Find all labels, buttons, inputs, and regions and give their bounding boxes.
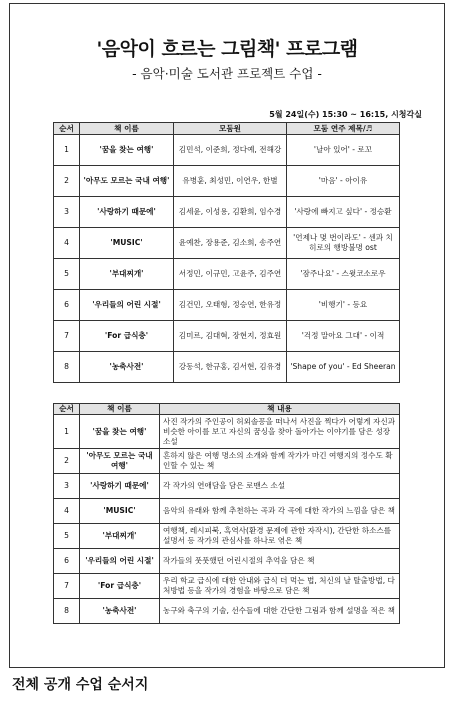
header-song: 모둠 연주 제목/♬ xyxy=(287,123,400,135)
table-header-row xyxy=(54,404,400,415)
order-cell: 2 xyxy=(54,166,80,197)
order-cell: 5 xyxy=(54,259,80,290)
table-row xyxy=(54,574,400,599)
table-row xyxy=(54,321,400,352)
book-cell: 'MUSIC' xyxy=(80,228,174,259)
members-cell: 강동석, 한규홍, 김서현, 김유경 xyxy=(174,352,287,383)
book-cell: '부대찌개' xyxy=(80,259,174,290)
order-cell: 8 xyxy=(54,599,80,624)
table-row xyxy=(54,599,400,624)
book-cell: '사랑하기 때문에' xyxy=(80,197,174,228)
order-cell: 5 xyxy=(54,524,80,549)
table-row xyxy=(54,499,400,524)
table-row xyxy=(54,449,400,474)
description-cell: 작가들의 풋풋했던 어린시절의 추억을 담은 책 xyxy=(160,549,400,574)
order-cell: 7 xyxy=(54,321,80,352)
order-cell: 6 xyxy=(54,290,80,321)
order-cell: 4 xyxy=(54,228,80,259)
header-book: 책 이름 xyxy=(80,404,160,415)
table-row xyxy=(54,415,400,449)
book-cell: '농축사전' xyxy=(80,352,174,383)
book-cell: '꿈을 찾는 여행' xyxy=(80,415,160,449)
table-row xyxy=(54,259,400,290)
order-cell: 3 xyxy=(54,474,80,499)
table-header-row xyxy=(54,123,400,135)
order-cell: 2 xyxy=(54,449,80,474)
book-cell: 'MUSIC' xyxy=(80,499,160,524)
header-content: 책 내용 xyxy=(160,404,400,415)
book-cell: '사랑하기 때문에' xyxy=(80,474,160,499)
table-row xyxy=(54,524,400,549)
description-cell: 음악의 유래와 함께 추천하는 곡과 각 곡에 대한 작가의 느낌을 담은 책 xyxy=(160,499,400,524)
order-cell: 8 xyxy=(54,352,80,383)
song-cell: 'Shape of you' - Ed Sheeran xyxy=(287,352,400,383)
performance-table xyxy=(53,122,400,383)
header-order: 순서 xyxy=(54,404,80,415)
book-cell: 'For 급식충' xyxy=(80,574,160,599)
schedule-meta: 5월 24일(수) 15:30 ~ 16:15, 시청각실 xyxy=(269,110,422,119)
description-cell: 여행책, 레시피북, 흑역사(환경 문제에 관한 자작시), 간단한 하소스를 설명서 등 작가의 관심사를 하나로 엮은 책 xyxy=(160,524,400,549)
order-cell: 4 xyxy=(54,499,80,524)
members-cell: 유병훈, 최성민, 이연우, 한별 xyxy=(174,166,287,197)
table-row xyxy=(54,549,400,574)
header-members: 모둠원 xyxy=(174,123,287,135)
book-cell: '농축사전' xyxy=(80,599,160,624)
members-cell: 윤예찬, 장용준, 김소희, 송주연 xyxy=(174,228,287,259)
book-cell: '아무도 모르는 국내 여행' xyxy=(80,449,160,474)
description-cell: 사진 작가의 주인공이 허외솔꽁을 떠나서 사진을 찍다가 어렇게 자신과 비슷한 아이를 보고 자신의 꿈싱을 찾아 돌아가는 이야기를 담은 성장소설 xyxy=(160,415,400,449)
image-caption: 전체 공개 수업 순서지 xyxy=(12,677,149,693)
order-cell: 6 xyxy=(54,549,80,574)
table-row xyxy=(54,135,400,166)
song-cell: '마음' - 아이유 xyxy=(287,166,400,197)
song-cell: '걱정 말아요 그대' - 이적 xyxy=(287,321,400,352)
description-cell: 농구와 축구의 기술, 선수들에 대한 간단한 그림과 함께 설명을 적은 책 xyxy=(160,599,400,624)
table-row xyxy=(54,166,400,197)
song-cell: '사랑에 빠지고 싶다' - 정승환 xyxy=(287,197,400,228)
header-book: 책 이름 xyxy=(80,123,174,135)
book-cell: 'For 급식충' xyxy=(80,321,174,352)
table-row xyxy=(54,197,400,228)
book-cell: '우리들의 어린 시절' xyxy=(80,290,174,321)
order-cell: 3 xyxy=(54,197,80,228)
book-cell: '아무도 모르는 국내 여행' xyxy=(80,166,174,197)
members-cell: 김건민, 오태형, 정승연, 한유정 xyxy=(174,290,287,321)
table-row xyxy=(54,474,400,499)
song-cell: '언제나 몇 번이라도' - 센과 치히로의 행방불명 ost xyxy=(287,228,400,259)
table-row xyxy=(54,290,400,321)
members-cell: 김세윤, 이성용, 김환희, 임수경 xyxy=(174,197,287,228)
members-cell: 서정민, 이규민, 고윤주, 김주연 xyxy=(174,259,287,290)
song-cell: '날아 있어' - 로꼬 xyxy=(287,135,400,166)
book-cell: '부대찌개' xyxy=(80,524,160,549)
description-cell: 흔하지 않은 여행 명소의 소개와 함께 작가가 마긴 여행지의 정수도 확인할 수 있는 책 xyxy=(160,449,400,474)
book-cell: '우리들의 어린 시절' xyxy=(80,549,160,574)
page-title: '음악이 흐르는 그림책' 프로그램 xyxy=(96,38,358,60)
order-cell: 1 xyxy=(54,135,80,166)
members-cell: 김미르, 김대혁, 장현지, 정효원 xyxy=(174,321,287,352)
description-cell: 우리 학교 급식에 대한 안내와 급식 더 먹는 법, 처신의 날 탈출방법, 다처방법 등을 작가의 경험을 바탕으로 담은 책 xyxy=(160,574,400,599)
header-order: 순서 xyxy=(54,123,80,135)
book-cell: '꿈을 찾는 여행' xyxy=(80,135,174,166)
page-subtitle: - 음악·미술 도서관 프로젝트 수업 - xyxy=(132,66,322,81)
description-cell: 각 작가의 연애담을 담은 로맨스 소설 xyxy=(160,474,400,499)
book-content-table xyxy=(53,403,400,624)
table-row xyxy=(54,352,400,383)
song-cell: '잠주나요' - 스윗코소로우 xyxy=(287,259,400,290)
members-cell: 김민석, 이준희, 정다예, 전해강 xyxy=(174,135,287,166)
song-cell: '비행기' - 등요 xyxy=(287,290,400,321)
table-row xyxy=(54,228,400,259)
order-cell: 1 xyxy=(54,415,80,449)
order-cell: 7 xyxy=(54,574,80,599)
